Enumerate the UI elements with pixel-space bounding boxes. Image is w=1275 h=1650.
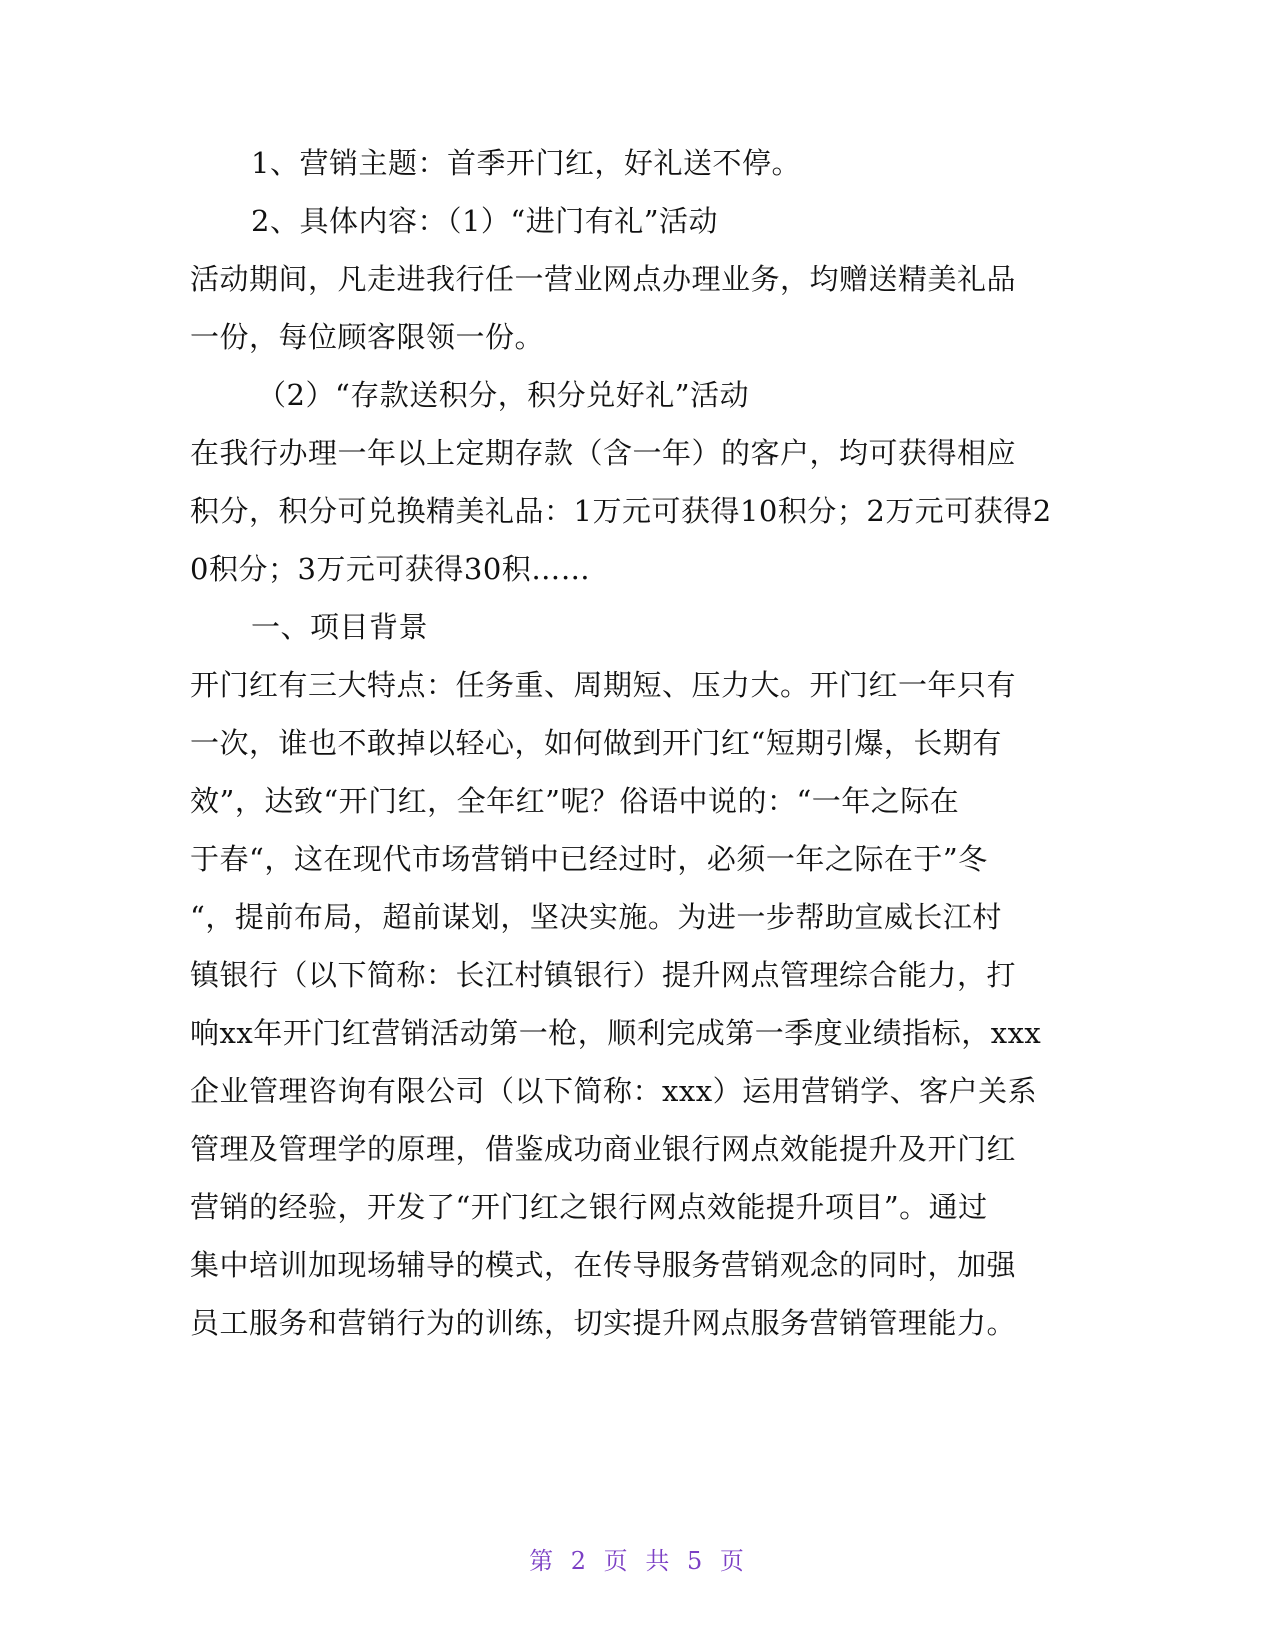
paragraph-line: 活动期间，凡走进我行任一营业网点办理业务，均赠送精美礼品 (190, 262, 1017, 296)
content-heading-line: 2、具体内容：（1）“进门有礼”活动 (251, 204, 719, 238)
footer-total-word: 共 (645, 1547, 672, 1575)
theme-line: 1、营销主题：首季开门红，好礼送不停。 (251, 146, 801, 180)
footer-suffix: 页 (719, 1547, 746, 1575)
paragraph-line: 响xx年开门红营销活动第一枪，顺利完成第一季度业绩指标，xxx (190, 1016, 1042, 1050)
paragraph-line: 员工服务和营销行为的训练，切实提升网点服务营销管理能力。 (190, 1306, 1017, 1340)
paragraph-line: 积分，积分可兑换精美礼品：1万元可获得10积分；2万元可获得2 (190, 494, 1052, 528)
paragraph-line: 营销的经验，开发了“开门红之银行网点效能提升项目”。通过 (190, 1190, 988, 1224)
footer-prefix: 第 (529, 1547, 556, 1575)
paragraph-line: 一次，谁也不敢掉以轻心，如何做到开门红“短期引爆，长期有 (190, 726, 1002, 760)
paragraph-line: 在我行办理一年以上定期存款（含一年）的客户，均可获得相应 (190, 436, 1017, 470)
paragraph-line: 于春“，这在现代市场营销中已经过时，必须一年之际在于”冬 (190, 842, 988, 876)
total-page-number: 5 (686, 1547, 705, 1575)
paragraph-line: 一份，每位顾客限领一份。 (190, 320, 545, 354)
footer-page-word: 页 (603, 1547, 630, 1575)
paragraph-line: 管理及管理学的原理，借鉴成功商业银行网点效能提升及开门红 (190, 1132, 1017, 1166)
paragraph-line: 镇银行（以下简称：长江村镇银行）提升网点管理综合能力，打 (190, 958, 1017, 992)
paragraph-line: 开门红有三大特点：任务重、周期短、压力大。开门红一年只有 (190, 668, 1017, 702)
paragraph-line: 0积分；3万元可获得30积…… (190, 552, 591, 586)
paragraph-line: 企业管理咨询有限公司（以下简称：xxx）运用营销学、客户关系 (190, 1074, 1038, 1108)
paragraph-line: “，提前布局，超前谋划，坚决实施。为进一步帮助宣威长江村 (190, 900, 1002, 934)
current-page-number: 2 (570, 1547, 589, 1575)
subheading-line: （2）“存款送积分，积分兑好礼”活动 (257, 378, 750, 412)
paragraph-line: 集中培训加现场辅导的模式，在传导服务营销观念的同时，加强 (190, 1248, 1017, 1282)
section-heading: 一、项目背景 (251, 610, 429, 644)
paragraph-line: 效”，达致“开门红，全年红”呢？俗语中说的：“一年之际在 (190, 784, 960, 818)
page-footer (0, 1546, 1275, 1576)
